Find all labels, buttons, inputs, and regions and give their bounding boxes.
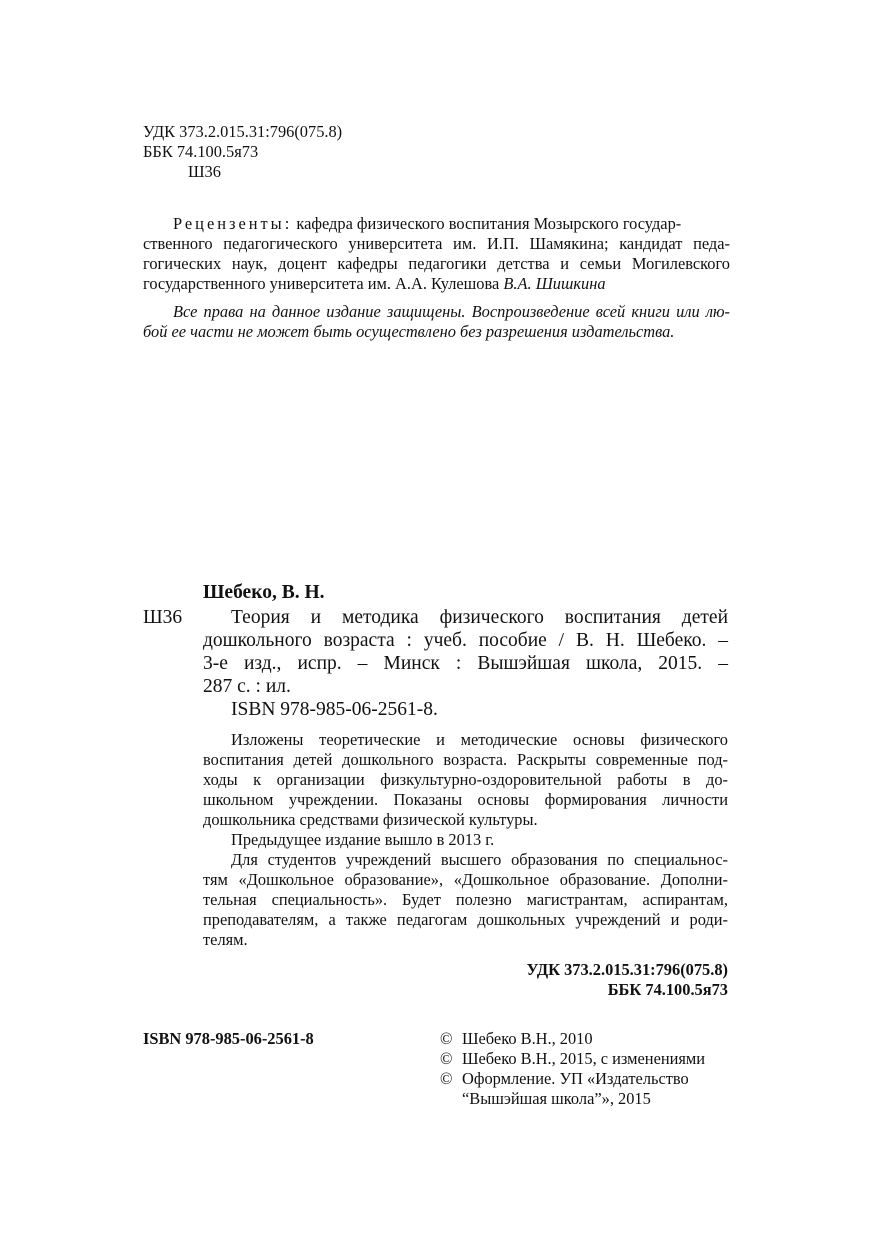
- reviewers-line-3: гогических наук, доцент кафедры педагогики детства и семьи Могилевского: [143, 254, 730, 273]
- reviewers-line-2: ственного педагогического университета им. И.П. Шамякина; кандидат педа-: [143, 234, 730, 253]
- annotation-line-10: преподавателям, а также педагогам дошкольных учреждений и роди-: [203, 910, 728, 929]
- udk-bottom: УДК 373.2.015.31:796(075.8): [526, 960, 728, 979]
- bbk-bottom: ББК 74.100.5я73: [607, 980, 728, 999]
- annotation-line-11: телям.: [203, 930, 248, 949]
- udk-top: УДК 373.2.015.31:796(075.8): [143, 122, 343, 141]
- rights-line-2: бой ее части не может быть осуществлено без разрешения издательства.: [143, 322, 675, 341]
- copyright-symbol: ©: [440, 1029, 453, 1048]
- book-title-line-3: 3-е изд., испр. – Минск : Вышэйшая школа, 2015. –: [203, 653, 728, 674]
- copyright-line-4: “Вышэйшая школа”», 2015: [462, 1089, 651, 1108]
- reviewers-text-1: кафедра физического воспитания Мозырского государ-: [296, 214, 682, 233]
- annotation-line-1: Изложены теоретические и методические основы физического: [231, 730, 728, 749]
- annotation-line-9: тельная специальность». Будет полезно магистрантам, аспирантам,: [203, 890, 728, 909]
- reviewers-line-4: [143, 276, 606, 292]
- book-isbn: ISBN 978-985-06-2561-8.: [231, 699, 438, 720]
- annotation-line-5: дошкольника средствами физической культуры.: [203, 810, 538, 829]
- rights-line-1: Все права на данное издание защищены. Воспроизведение всей книги или лю-: [173, 302, 730, 321]
- copyright-text-3: Оформление. УП «Издательство: [462, 1069, 689, 1088]
- annotation-line-3: ходы к организации физкультурно-оздоровительной работы в до-: [203, 770, 728, 789]
- isbn-bottom: ISBN 978-985-06-2561-8: [143, 1029, 314, 1048]
- annotation-line-6: Предыдущее издание вышло в 2013 г.: [231, 830, 495, 849]
- reviewers-text-4: государственного университета им. А.А. Кулешова: [143, 274, 500, 293]
- annotation-line-8: тям «Дошкольное образование», «Дошкольное образование. Дополни-: [203, 870, 728, 889]
- annotation-line-7: Для студентов учреждений высшего образования по специальнос-: [231, 850, 728, 869]
- reviewers-line-1: [173, 216, 681, 232]
- reviewer-name: В.А. Шишкина: [503, 274, 606, 293]
- copyright-text-1: Шебеко В.Н., 2010: [462, 1029, 593, 1048]
- book-sign: Ш36: [143, 607, 183, 628]
- copyright-symbol: ©: [440, 1049, 453, 1068]
- annotation-line-2: воспитания детей дошкольного возраста. Раскрыты современные под-: [203, 750, 728, 769]
- bbk-top: ББК 74.100.5я73: [143, 142, 259, 161]
- annotation-line-4: школьном учреждении. Показаны основы формирования личности: [203, 790, 728, 809]
- copyright-text-2: Шебеко В.Н., 2015, с изменениями: [462, 1049, 706, 1068]
- book-title-line-2: дошкольного возраста : учеб. пособие / В. Н. Шебеко. –: [203, 630, 728, 651]
- book-title-line-4: 287 с. : ил.: [203, 676, 291, 697]
- book-author: Шебеко, В. Н.: [203, 582, 325, 603]
- copyright-line-3: [440, 1071, 689, 1087]
- copyright-symbol: ©: [440, 1069, 453, 1088]
- copyright-line-1: [440, 1031, 593, 1047]
- copyright-line-2: [440, 1051, 705, 1067]
- reviewers-label: Рецензенты:: [173, 214, 293, 233]
- author-sign-top: Ш36: [188, 162, 221, 181]
- book-title-line-1: Теория и методика физического воспитания детей: [231, 607, 728, 628]
